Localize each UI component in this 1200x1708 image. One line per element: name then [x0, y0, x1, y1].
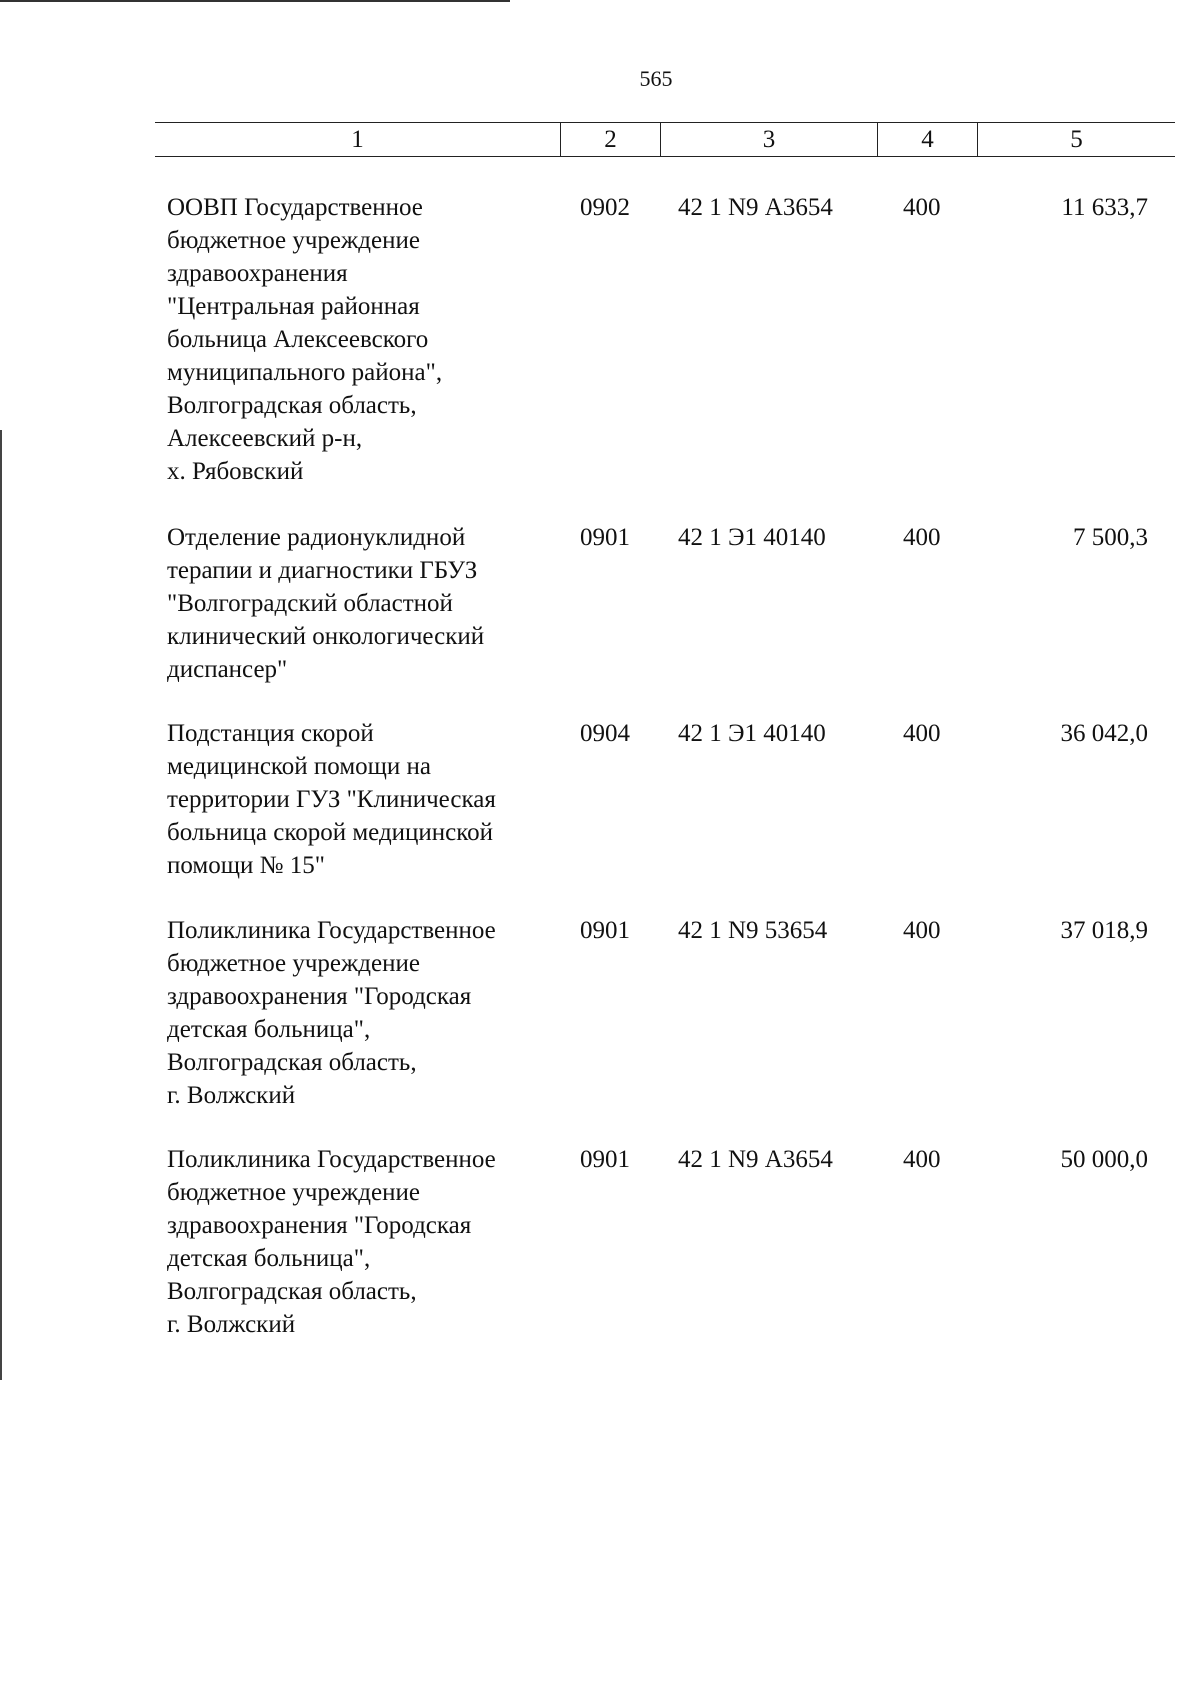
row-amount: 37 018,9 — [1060, 917, 1148, 944]
row-amount: 11 633,7 — [1061, 194, 1148, 221]
row-name: Отделение радионуклидной терапии и диагностики ГБУЗ "Волгоградский областной клинический онкологический диспансер" — [167, 524, 485, 683]
scan-artifact-left — [0, 430, 2, 1380]
row-name: Подстанция скорой медицинской помощи на территории ГУЗ "Клиническая больница скорой медицинской помощи № 15" — [167, 720, 496, 879]
row-target: 42 1 N9 А3654 — [678, 194, 833, 221]
row-name: ООВП Государственное бюджетное учреждение здравоохранения "Центральная районная больница Алексеевского муниципального района", Волгоградская область, Алексеевский р-н, х. Рябовский — [167, 194, 443, 485]
header-col-4: 4 — [877, 123, 977, 156]
row-name: Поликлиника Государственное бюджетное учреждение здравоохранения "Городская детская больница", Волгоградская область, г. Волжский — [167, 1146, 496, 1338]
header-col-3: 3 — [660, 123, 877, 156]
row-target: 42 1 N9 А3654 — [678, 1146, 833, 1173]
row-type: 400 — [903, 194, 941, 221]
scan-artifact-top — [0, 0, 510, 2]
header-col-2: 2 — [560, 123, 660, 156]
row-target: 42 1 Э1 40140 — [678, 720, 826, 747]
row-target: 42 1 N9 53654 — [678, 917, 828, 944]
table-header — [155, 122, 1175, 157]
header-col-5: 5 — [977, 123, 1175, 156]
row-section: 0901 — [580, 1146, 630, 1173]
row-amount: 36 042,0 — [1060, 720, 1148, 747]
header-col-1: 1 — [351, 125, 364, 153]
row-section: 0901 — [580, 917, 630, 944]
row-amount: 7 500,3 — [1073, 524, 1148, 551]
row-target: 42 1 Э1 40140 — [678, 524, 826, 551]
row-type: 400 — [903, 524, 941, 551]
page-number: 565 — [639, 66, 673, 91]
row-type: 400 — [903, 1146, 941, 1173]
row-type: 400 — [903, 917, 941, 944]
row-name: Поликлиника Государственное бюджетное учреждение здравоохранения "Городская детская больница", Волгоградская область, г. Волжский — [167, 917, 496, 1109]
row-amount: 50 000,0 — [1060, 1146, 1148, 1173]
row-section: 0901 — [580, 524, 630, 551]
row-section: 0902 — [580, 194, 630, 221]
row-type: 400 — [903, 720, 941, 747]
row-section: 0904 — [580, 720, 630, 747]
